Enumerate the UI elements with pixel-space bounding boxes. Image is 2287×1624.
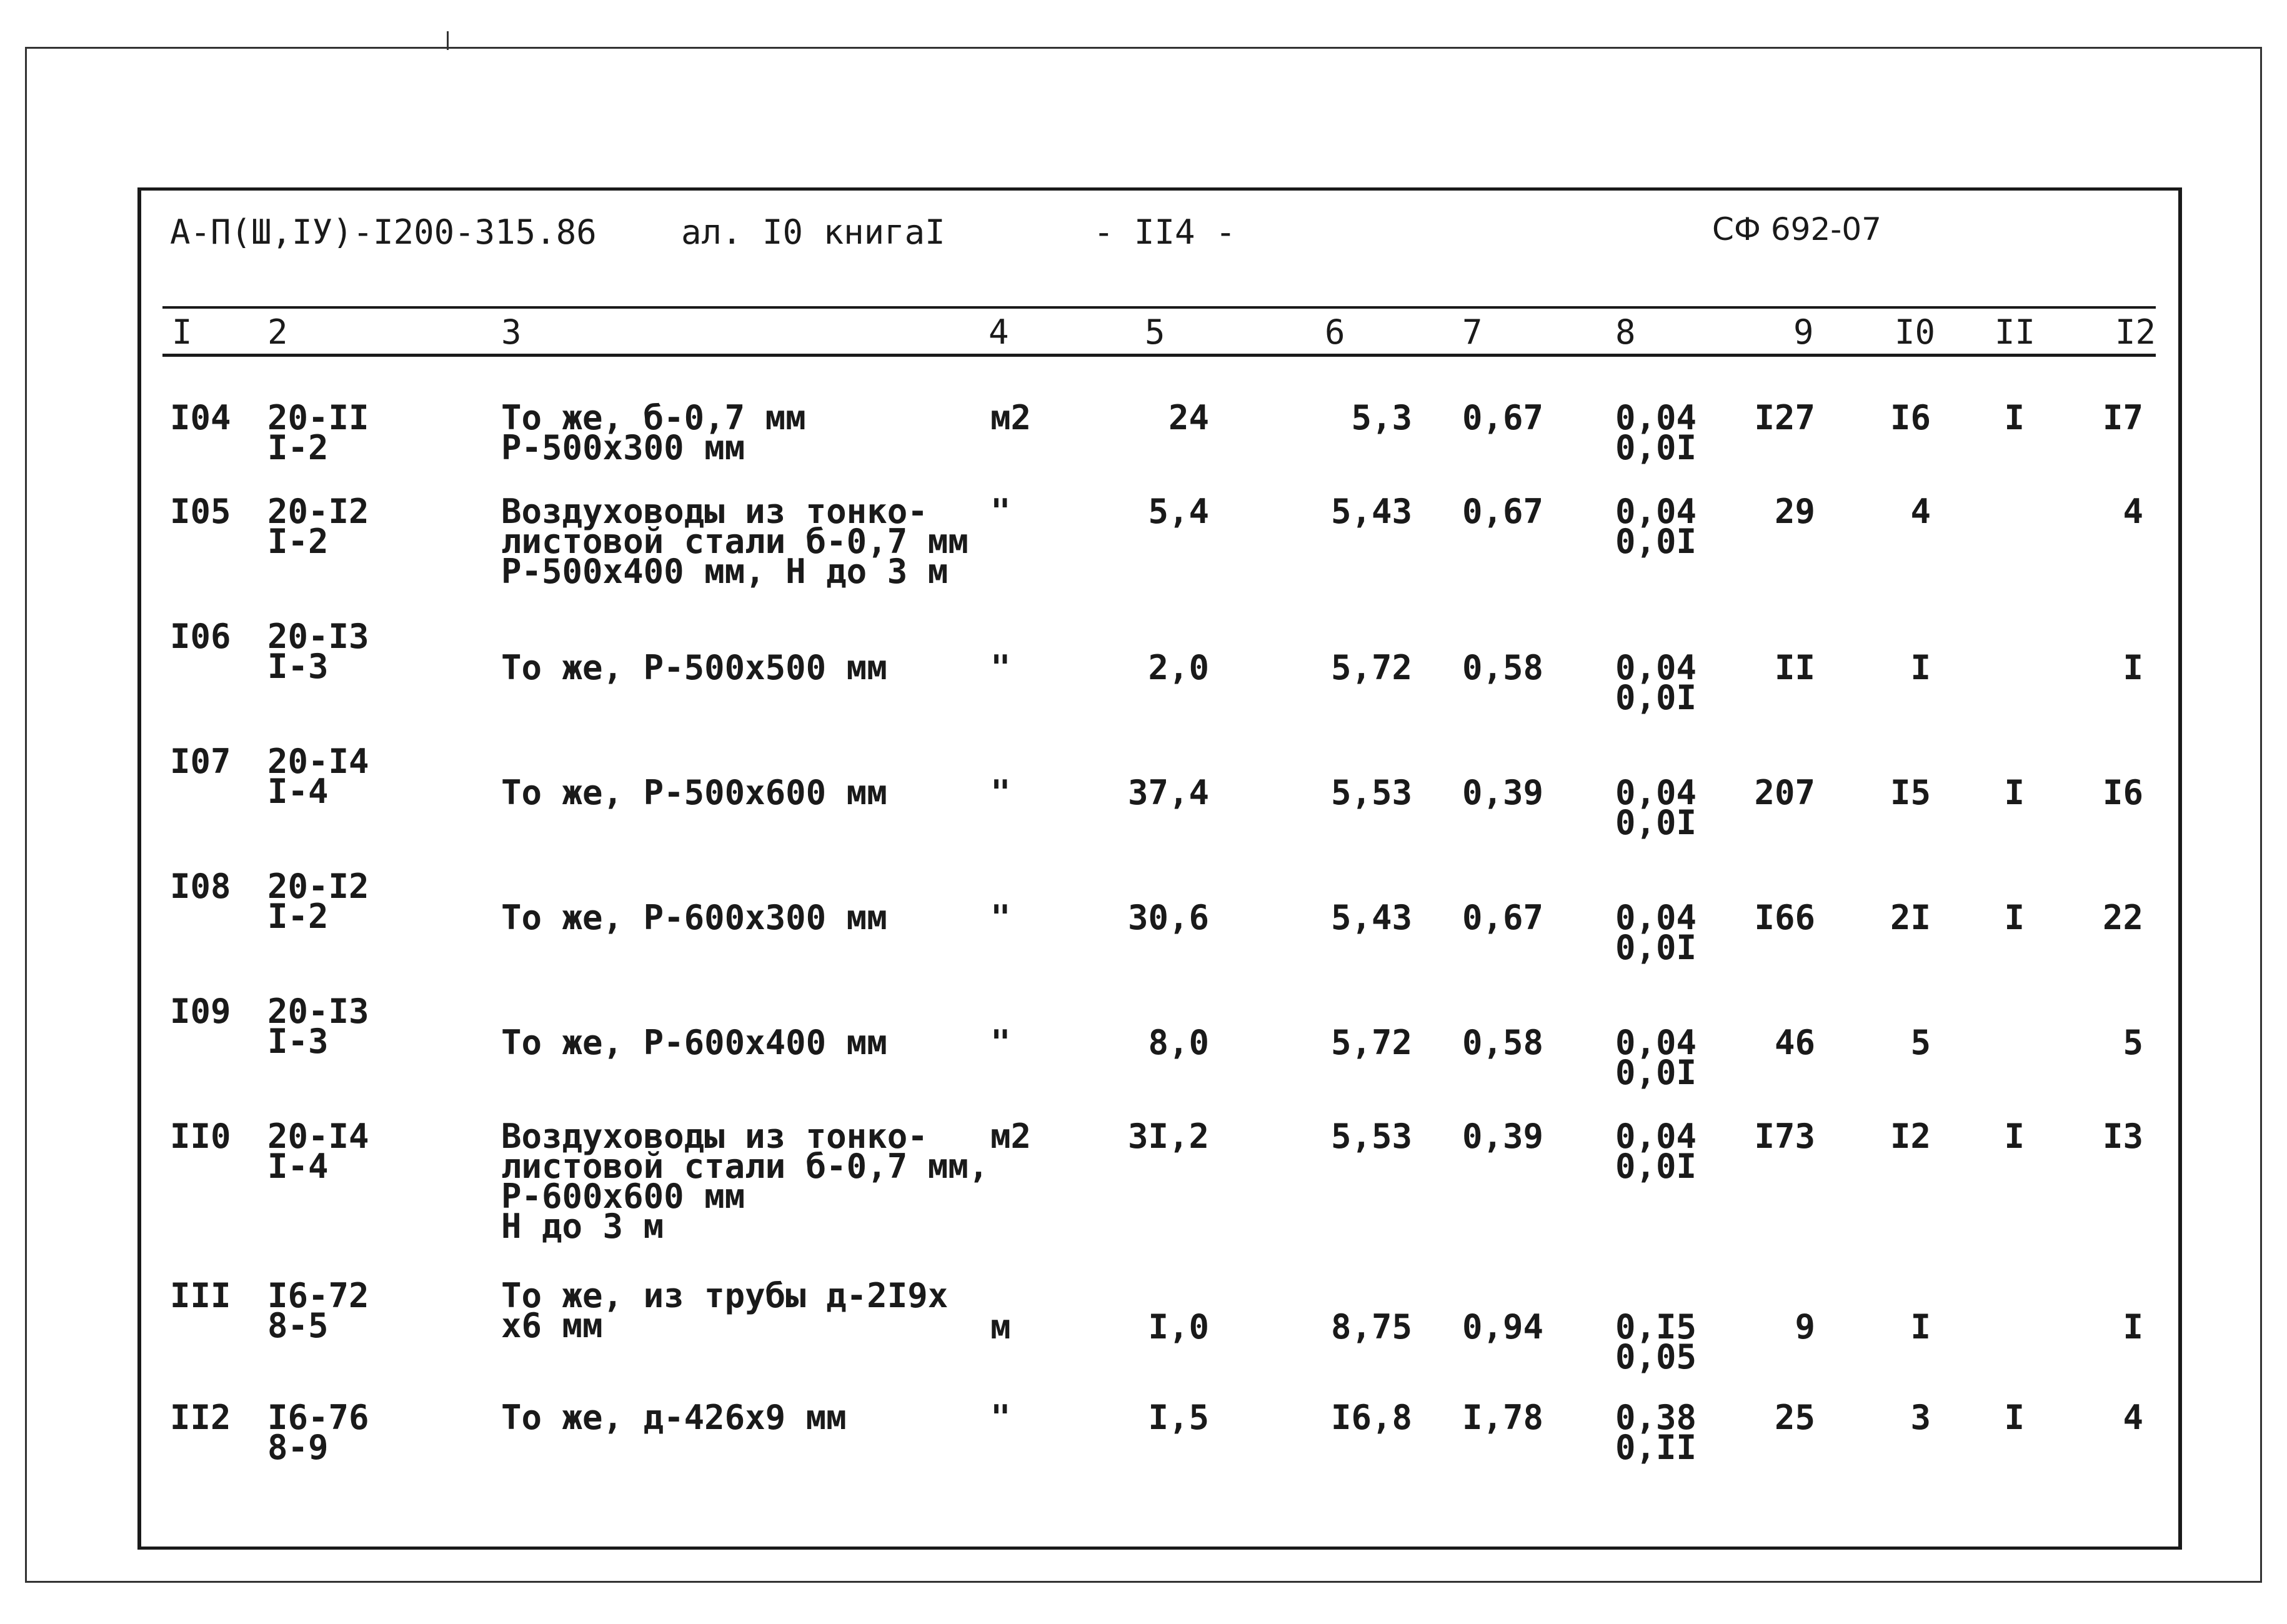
column-number-7: 7 xyxy=(1462,312,1483,352)
value-col10: 5 xyxy=(1910,1023,1931,1062)
value-col6: 8,75 xyxy=(1330,1307,1412,1347)
norm-code: 20-I4 I-4 xyxy=(267,742,369,811)
value-col7: 0,58 xyxy=(1462,1023,1543,1062)
value-col6: 5,53 xyxy=(1330,1117,1412,1156)
unit: " xyxy=(990,1398,1011,1437)
norm-code: 20-I2 I-2 xyxy=(267,492,369,561)
unit: " xyxy=(990,898,1011,937)
document-code: А-П(Ш,IУ)-I200-315.86 xyxy=(170,212,597,252)
norm-code: 20-I3 I-3 xyxy=(267,992,369,1061)
value-col12: I xyxy=(2123,1307,2143,1347)
work-description: То же, б-0,7 мм Р-500х300 мм xyxy=(501,398,806,467)
column-number-3: 3 xyxy=(501,312,522,352)
value-col7: 0,67 xyxy=(1462,492,1543,531)
page-number: - II4 - xyxy=(1094,212,1236,252)
quantity: 37,4 xyxy=(1127,773,1209,812)
value-col12: I3 xyxy=(2102,1117,2143,1156)
column-number-5: 5 xyxy=(1145,312,1165,352)
value-col11: I xyxy=(2004,773,2025,812)
row-number: II2 xyxy=(170,1398,231,1437)
column-number-10: I0 xyxy=(1895,312,1936,352)
unit: м2 xyxy=(990,398,1032,437)
row-number: I07 xyxy=(170,742,231,781)
value-col10: 4 xyxy=(1910,492,1931,531)
value-col7: 0,67 xyxy=(1462,898,1543,937)
value-col9: I66 xyxy=(1754,898,1815,937)
quantity: I,0 xyxy=(1148,1307,1209,1347)
value-col9: I27 xyxy=(1754,398,1815,437)
value-col8: 0,04 0,0I xyxy=(1615,398,1697,467)
value-col9: 46 xyxy=(1774,1023,1815,1062)
row-number: III xyxy=(170,1276,231,1315)
row-number: I05 xyxy=(170,492,231,531)
top-tick-mark xyxy=(447,31,449,50)
value-col10: I5 xyxy=(1890,773,1931,812)
value-col11: I xyxy=(2004,398,2025,437)
value-col6: 5,43 xyxy=(1330,898,1412,937)
value-col7: 0,94 xyxy=(1462,1307,1543,1347)
work-description: Воздуховоды из тонко- листовой стали б-0,7 мм, Р-600х600 мм Н до 3 м xyxy=(501,1117,989,1246)
value-col8: 0,04 0,0I xyxy=(1615,648,1697,717)
value-col8: 0,I5 0,05 xyxy=(1615,1307,1697,1377)
value-col9: II xyxy=(1774,648,1815,687)
norm-code: 20-I4 I-4 xyxy=(267,1117,369,1186)
quantity: 30,6 xyxy=(1127,898,1209,937)
unit: м xyxy=(990,1307,1011,1347)
row-number: I06 xyxy=(170,617,231,656)
unit: " xyxy=(990,648,1011,687)
value-col12: 4 xyxy=(2123,1398,2143,1437)
work-description: То же, Р-500х600 мм xyxy=(501,773,887,812)
quantity: 8,0 xyxy=(1148,1023,1209,1062)
work-description: Воздуховоды из тонко- листовой стали б-0,7 мм Р-500х400 мм, Н до 3 м xyxy=(501,492,969,591)
value-col7: 0,58 xyxy=(1462,648,1543,687)
value-col10: I xyxy=(1910,1307,1931,1347)
value-col12: 5 xyxy=(2123,1023,2143,1062)
value-col12: I7 xyxy=(2102,398,2143,437)
quantity: 5,4 xyxy=(1148,492,1209,531)
work-description: То же, д-426х9 мм xyxy=(501,1398,847,1437)
norm-code: 20-I2 I-2 xyxy=(267,867,369,936)
value-col10: 2I xyxy=(1890,898,1931,937)
column-number-2: 2 xyxy=(267,312,288,352)
quantity: I,5 xyxy=(1148,1398,1209,1437)
column-number-1: I xyxy=(172,312,192,352)
value-col11: I xyxy=(2004,1398,2025,1437)
handwritten-stamp: СФ 692-07 xyxy=(1712,211,1881,247)
value-col7: 0,39 xyxy=(1462,1117,1543,1156)
value-col12: 22 xyxy=(2102,898,2143,937)
value-col8: 0,04 0,0I xyxy=(1615,492,1697,561)
value-col8: 0,04 0,0I xyxy=(1615,1117,1697,1186)
column-number-4: 4 xyxy=(989,312,1009,352)
quantity: 24 xyxy=(1168,398,1209,437)
unit: " xyxy=(990,1023,1011,1062)
work-description: То же, Р-500х500 мм xyxy=(501,648,887,687)
value-col7: I,78 xyxy=(1462,1398,1543,1437)
value-col10: I6 xyxy=(1890,398,1931,437)
row-number: I09 xyxy=(170,992,231,1031)
value-col12: I6 xyxy=(2102,773,2143,812)
value-col6: 5,43 xyxy=(1330,492,1412,531)
value-col8: 0,04 0,0I xyxy=(1615,773,1697,842)
row-number: I08 xyxy=(170,867,231,906)
value-col9: 29 xyxy=(1774,492,1815,531)
value-col12: 4 xyxy=(2123,492,2143,531)
column-number-6: 6 xyxy=(1325,312,1345,352)
work-description: То же, Р-600х400 мм xyxy=(501,1023,887,1062)
norm-code: I6-72 8-5 xyxy=(267,1276,369,1345)
column-number-8: 8 xyxy=(1615,312,1636,352)
value-col6: 5,72 xyxy=(1330,1023,1412,1062)
unit: " xyxy=(990,492,1011,531)
album-book-label: ал. I0 книгаI xyxy=(681,212,945,252)
value-col10: I xyxy=(1910,648,1931,687)
column-number-12: I2 xyxy=(2115,312,2156,352)
value-col6: 5,72 xyxy=(1330,648,1412,687)
value-col9: I73 xyxy=(1754,1117,1815,1156)
value-col11: I xyxy=(2004,898,2025,937)
norm-code: 20-I3 I-3 xyxy=(267,617,369,686)
value-col8: 0,38 0,II xyxy=(1615,1398,1697,1467)
row-number: I04 xyxy=(170,398,231,437)
unit: " xyxy=(990,773,1011,812)
value-col9: 207 xyxy=(1754,773,1815,812)
value-col9: 9 xyxy=(1795,1307,1815,1347)
header-rule-top xyxy=(162,306,2156,309)
quantity: 3I,2 xyxy=(1127,1117,1209,1156)
value-col7: 0,67 xyxy=(1462,398,1543,437)
value-col8: 0,04 0,0I xyxy=(1615,898,1697,967)
value-col11: I xyxy=(2004,1117,2025,1156)
value-col6: 5,53 xyxy=(1330,773,1412,812)
column-number-9: 9 xyxy=(1793,312,1814,352)
quantity: 2,0 xyxy=(1148,648,1209,687)
value-col10: I2 xyxy=(1890,1117,1931,1156)
row-number: II0 xyxy=(170,1117,231,1156)
value-col10: 3 xyxy=(1910,1398,1931,1437)
value-col12: I xyxy=(2123,648,2143,687)
value-col6: I6,8 xyxy=(1330,1398,1412,1437)
value-col8: 0,04 0,0I xyxy=(1615,1023,1697,1092)
value-col7: 0,39 xyxy=(1462,773,1543,812)
norm-code: 20-II I-2 xyxy=(267,398,369,467)
work-description: То же, Р-600х300 мм xyxy=(501,898,887,937)
work-description: То же, из трубы д-2I9х х6 мм xyxy=(501,1276,949,1345)
header-rule-bottom xyxy=(162,354,2156,357)
value-col6: 5,3 xyxy=(1351,398,1412,437)
unit: м2 xyxy=(990,1117,1032,1156)
value-col9: 25 xyxy=(1774,1398,1815,1437)
column-number-11: II xyxy=(1995,312,2036,352)
norm-code: I6-76 8-9 xyxy=(267,1398,369,1467)
